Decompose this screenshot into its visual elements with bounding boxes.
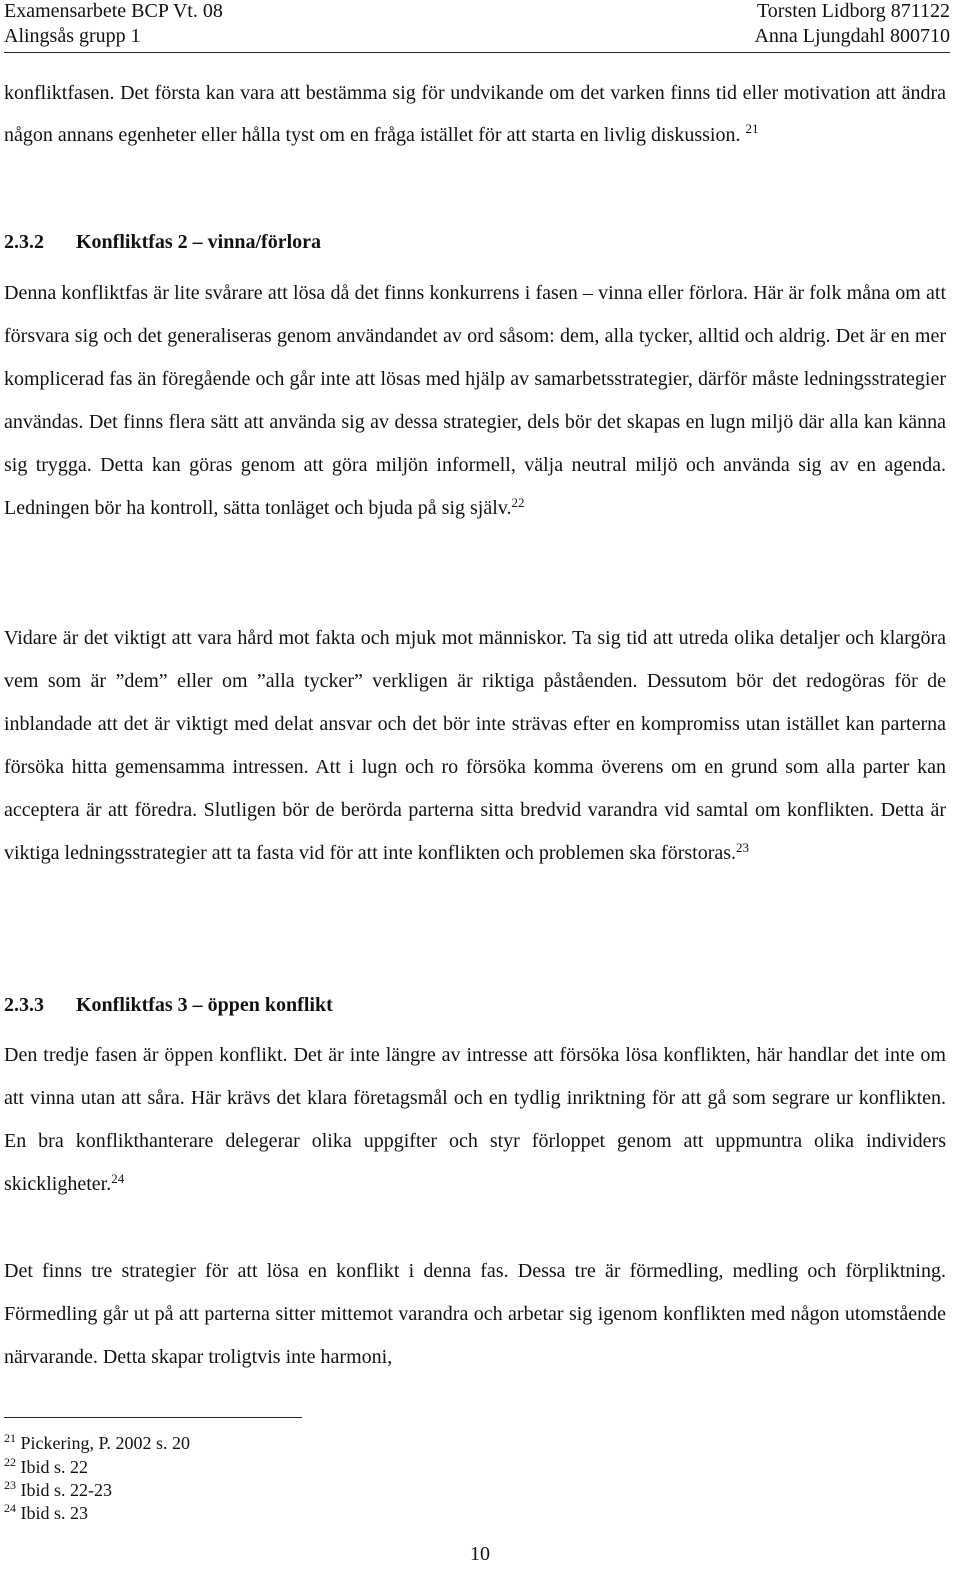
paragraph-5: [4, 1250, 946, 1379]
paragraph-1-text: konfliktfasen. Det första kan vara att bestämma sig för undvikande om det varken finns tid eller motivation att ändra någon annans egenheter eller hålla tyst om en fråga istället för att starta en livlig diskussion.: [4, 82, 946, 146]
header-left-line2: Alingsås grupp 1: [4, 25, 141, 47]
paragraph-2-text: Denna konfliktfas är lite svårare att lösa då det finns konkurrens i fasen – vinna eller förlora. Här är folk måna om att försvara sig och det generaliseras genom användandet av ord såsom: dem, alla tycker, alltid och aldrig. Det är en mer komplicerad fas än föregående och går inte att lösas med hjälp av samarbetsstrategier, därför måste ledningsstrategier användas. Det finns flera sätt att använda sig av dessa strategier, dels bör det skapas en lugn miljö där alla kan känna sig trygga. Detta kan göras genom att göra miljön informell, välja neutral miljö och använda sig av en agenda. Ledningen bör ha kontroll, sätta tonläget och bjuda på sig själv.: [4, 282, 946, 519]
section-title: Konfliktfas 3 – öppen konflikt: [76, 994, 333, 1016]
page-header: [4, 0, 950, 54]
paragraph-3: [4, 617, 946, 875]
header-left-line1: Examensarbete BCP Vt. 08: [4, 0, 223, 22]
footnote-ref-22: 22: [511, 495, 525, 510]
footnote-text: Ibid s. 23: [20, 1503, 88, 1523]
section-heading-2-3-2: [4, 230, 321, 254]
paragraph-1: [4, 72, 946, 156]
paragraph-4: [4, 1034, 946, 1206]
paragraph-4-text: Den tredje fasen är öppen konflikt. Det är inte längre av intresse att försöka lösa konflikten, här handlar det inte om att vinna utan att såra. Här krävs det klara företagsmål och en tydlig inriktning för att gå som segrare ur konflikten. En bra konflikthanterare delegerar olika uppgifter och styr förloppet genom att uppmuntra olika individers skickligheter.: [4, 1044, 946, 1195]
footnote-ref-24: 24: [111, 1171, 125, 1186]
paragraph-3-text: Vidare är det viktigt att vara hård mot fakta och mjuk mot människor. Ta sig tid att utreda olika detaljer och klargöra vem som är ”dem” eller om ”alla tycker” verkligen är riktiga påståenden. Dessutom bör det redogöras för de inblandade att det är viktigt med delat ansvar och det bör inte strävas efter en kompromiss utan istället kan parterna försöka hitta gemensamma intressen. Att i lugn och ro försöka komma överens om en grund som alla parter kan acceptera är att föredra. Slutligen bör de berörda parterna sitta bredvid varandra vid samtal om konflikten. Detta är viktiga ledningsstrategier att ta fasta vid för att inte konflikten och problemen ska förstoras.: [4, 627, 946, 864]
footnote-24: [4, 1503, 88, 1523]
footnote-separator: [4, 1417, 302, 1418]
footnote-ref-23: 23: [736, 840, 750, 855]
section-heading-2-3-3: [4, 993, 333, 1017]
footnote-text: Ibid s. 22: [20, 1457, 88, 1477]
header-right-line1: Torsten Lidborg 871122: [756, 0, 950, 22]
footnote-number: 22: [4, 1455, 16, 1469]
footnote-number: 24: [4, 1501, 16, 1515]
footnote-number: 23: [4, 1478, 16, 1492]
footnote-22: [4, 1457, 88, 1477]
paragraph-2: [4, 272, 946, 530]
section-title: Konfliktfas 2 – vinna/förlora: [76, 231, 322, 253]
footnote-text: Pickering, P. 2002 s. 20: [20, 1433, 191, 1453]
section-number: 2.3.3: [4, 994, 44, 1016]
footnote-23: [4, 1480, 112, 1500]
footnote-text: Ibid s. 22-23: [20, 1480, 112, 1500]
header-rule: [4, 52, 950, 53]
header-right-line2: Anna Ljungdahl 800710: [754, 25, 950, 47]
page-number: 10: [470, 1543, 490, 1565]
footnote-number: 21: [4, 1431, 16, 1445]
paragraph-5-text: Det finns tre strategier för att lösa en konflikt i denna fas. Dessa tre är förmedling, medling och förpliktning. Förmedling går ut på att parterna sitter mittemot varandra och arbetar sig igenom konflikten med någon utomstående närvarande. Detta skapar troligtvis inte harmoni,: [4, 1260, 946, 1368]
footnote-21: [4, 1433, 190, 1453]
section-number: 2.3.2: [4, 231, 44, 253]
footnote-ref-21: 21: [745, 121, 759, 136]
